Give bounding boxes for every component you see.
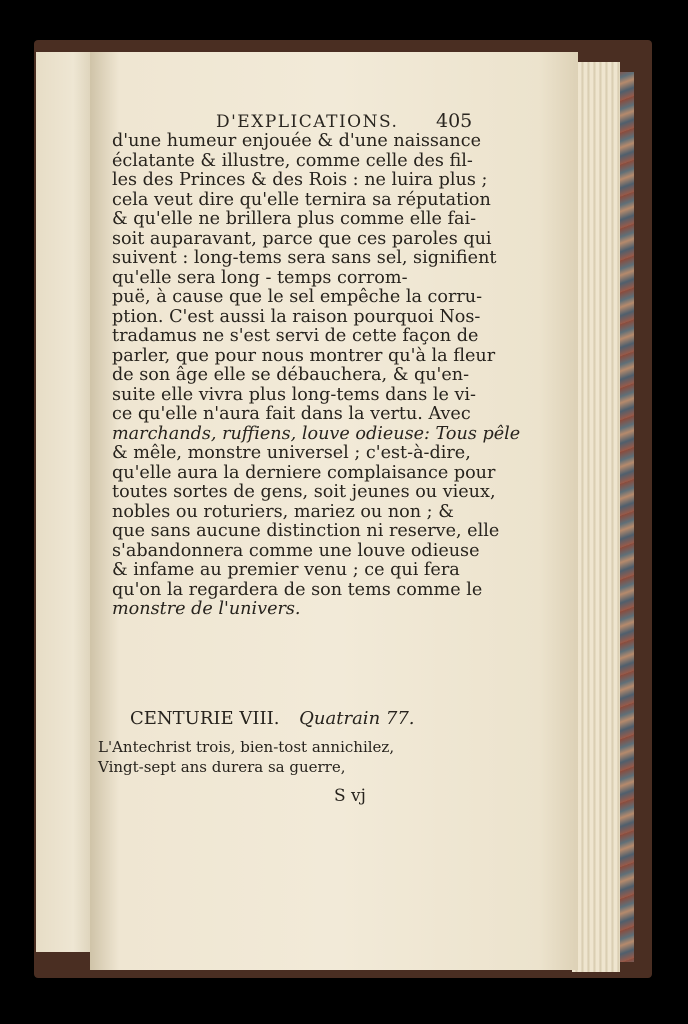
body-text xyxy=(112,131,521,620)
running-head: D'EXPLICATIONS. xyxy=(216,112,399,132)
text-line: nobles ou roturiers, mariez ou non ; & xyxy=(112,501,454,522)
text-line: s'abandonnera comme une louve odieuse xyxy=(112,540,480,561)
text-line: éclatante & illustre, comme celle des fil- xyxy=(112,150,473,171)
text-line: ption. C'est aussi la raison pourquoi Nos- xyxy=(112,306,481,327)
text-line: les des Princes & des Rois : ne luira plus ; xyxy=(112,170,488,190)
signature-mark: S vj xyxy=(334,786,366,806)
text-line: parler, que pour nous montrer qu'à la fleur xyxy=(112,345,496,366)
left-page xyxy=(36,52,98,952)
verse-line: L'Antechrist trois, bien-tost annichilez, xyxy=(98,738,395,756)
page-number: 405 xyxy=(436,110,473,132)
centurie-label: CENTURIE VIII. xyxy=(130,708,280,729)
quatrain-heading xyxy=(130,708,415,729)
text-line: tradamus ne s'est servi de cette façon de xyxy=(112,326,479,346)
text-line: soit auparavant, parce que ces paroles qui xyxy=(112,228,492,249)
text-line: qu'on la regardera de son tems comme le xyxy=(112,579,483,600)
text-line: & infame au premier venu ; ce qui fera xyxy=(112,560,460,580)
text-line: ce qu'elle n'aura fait dans la vertu. Avec xyxy=(112,404,471,424)
text-line: suite elle vivra plus long-tems dans le vi- xyxy=(112,384,476,405)
text-line: & mêle, monstre universel ; c'est-à-dire, xyxy=(112,443,471,463)
page-edges xyxy=(572,62,620,972)
text-line: d'une humeur enjouée & d'une naissance xyxy=(112,131,482,151)
text-line: suivent : long-tems sera sans sel, signifient xyxy=(112,248,497,268)
text-line: de son âge elle se débauchera, & qu'en- xyxy=(112,365,470,385)
text-line: que sans aucune distinction ni reserve, elle xyxy=(112,521,500,541)
text-line: marchands, ruffiens, louve odieuse: Tous pêle xyxy=(112,423,521,444)
text-line: qu'elle aura la derniere complaisance pour xyxy=(112,462,496,483)
text-line: & qu'elle ne brillera plus comme elle fai- xyxy=(112,209,477,229)
text-line: puë, à cause que le sel empêche la corru- xyxy=(112,287,483,307)
quatrain-label: Quatrain 77. xyxy=(299,708,415,729)
text-line: qu'elle sera long - temps corrom- xyxy=(112,267,408,288)
text-line: cela veut dire qu'elle ternira sa réputation xyxy=(112,189,491,210)
verse-line: Vingt-sept ans durera sa guerre, xyxy=(98,758,346,776)
text-line: monstre de l'univers. xyxy=(112,599,301,619)
text-line: toutes sortes de gens, soit jeunes ou vieux, xyxy=(112,482,496,502)
